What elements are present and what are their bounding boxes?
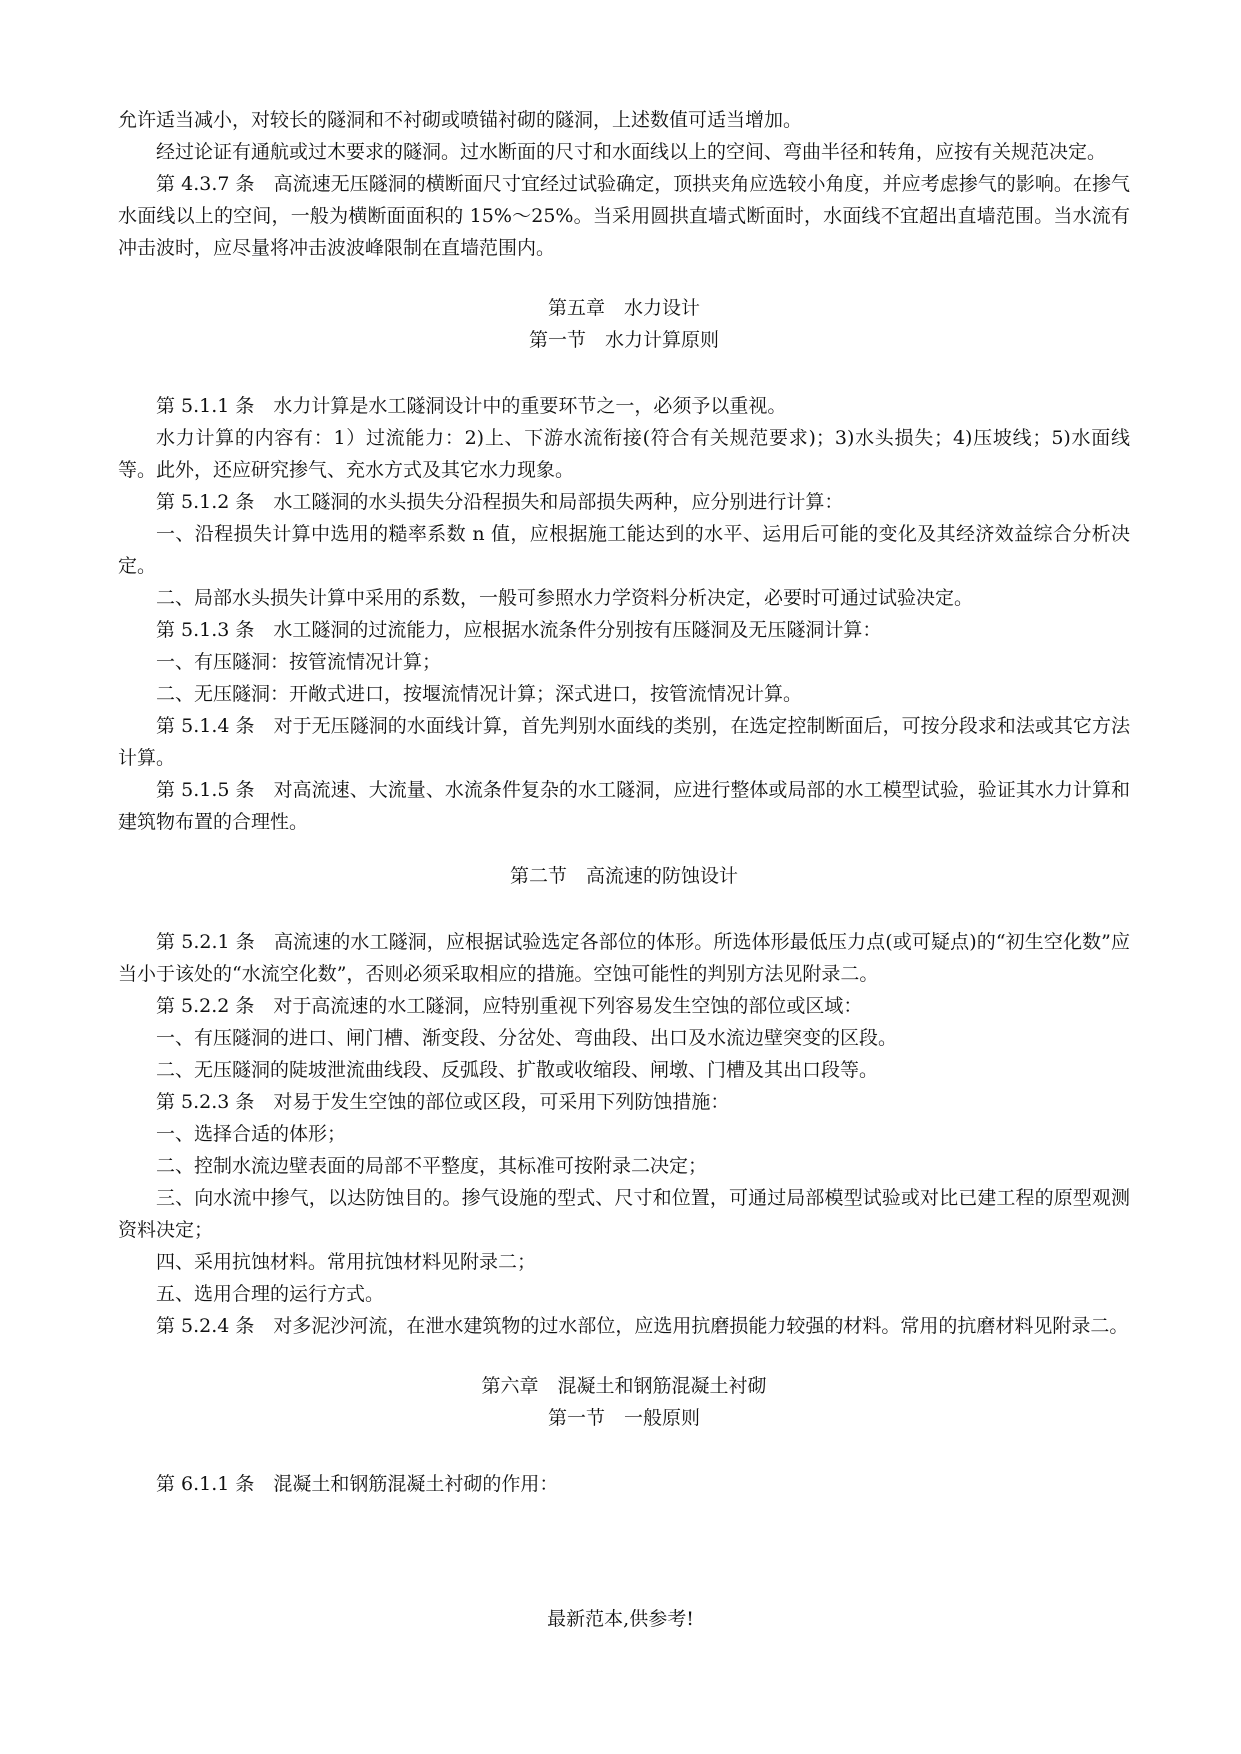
paragraph: 二、控制水流边壁表面的局部不平整度，其标准可按附录二决定； xyxy=(156,1155,708,1177)
paragraph: 二、无压隧洞的陡坡泄流曲线段、反弧段、扩散或收缩段、闸墩、门槽及其出口段等。 xyxy=(156,1059,879,1081)
document-body xyxy=(118,104,1130,1500)
page-footer: 最新范本,供参考! xyxy=(547,1608,694,1630)
paragraph: 第 4.3.7 条 高流速无压隧洞的横断面尺寸宜经过试验确定，顶拱夹角应选较小角度，并应考虑掺气的影响。在掺气水面线以上的空间，一般为横断面面积的 15%～25%。当采用圆拱直墙式断面时，水面线不宜超出直墙范围。当水流有冲击波时，应尽量将冲击波波峰限制在直墙范围内。 xyxy=(118,173,1130,259)
paragraph: 第 5.1.5 条 对高流速、大流量、水流条件复杂的水工隧洞，应进行整体或局部的水工模型试验，验证其水力计算和建筑物布置的合理性。 xyxy=(118,779,1130,833)
paragraph: 三、向水流中掺气，以达防蚀目的。掺气设施的型式、尺寸和位置，可通过局部模型试验或对比已建工程的原型观测资料决定； xyxy=(118,1187,1130,1241)
paragraph: 二、无压隧洞：开敞式进口，按堰流情况计算；深式进口，按管流情况计算。 xyxy=(156,683,803,705)
paragraph: 第 5.1.1 条 水力计算是水工隧洞设计中的重要环节之一，必须予以重视。 xyxy=(156,395,787,417)
chapter-heading: 第六章 混凝土和钢筋混凝土衬砌 xyxy=(481,1375,767,1397)
section-heading: 第一节 一般原则 xyxy=(547,1407,700,1429)
paragraph: 第 5.2.1 条 高流速的水工隧洞，应根据试验选定各部位的体形。所选体形最低压力点(或可疑点)的“初生空化数”应当小于该处的“水流空化数”，否则必须采取相应的措施。空蚀可能性的判别方法见附录二。 xyxy=(118,931,1130,985)
section-heading: 第一节 水力计算原则 xyxy=(528,329,719,351)
paragraph: 第 5.2.3 条 对易于发生空蚀的部位或区段，可采用下列防蚀措施： xyxy=(156,1091,730,1113)
chapter-heading: 第五章 水力设计 xyxy=(547,297,700,319)
paragraph: 水力计算的内容有：1）过流能力：2)上、下游水流衔接(符合有关规范要求)；3)水头损失；4)压坡线；5)水面线等。此外，还应研究掺气、充水方式及其它水力现象。 xyxy=(118,427,1130,481)
paragraph: 第 5.1.2 条 水工隧洞的水头损失分沿程损失和局部损失两种，应分别进行计算： xyxy=(156,491,844,513)
paragraph: 一、沿程损失计算中选用的糙率系数 n 值，应根据施工能达到的水平、运用后可能的变化及其经济效益综合分析决定。 xyxy=(118,523,1130,577)
paragraph: 第 6.1.1 条 混凝土和钢筋混凝土衬砌的作用： xyxy=(156,1473,559,1495)
paragraph: 第 5.1.3 条 水工隧洞的过流能力，应根据水流条件分别按有压隧洞及无压隧洞计算： xyxy=(156,619,882,641)
paragraph: 一、选择合适的体形； xyxy=(156,1123,347,1145)
paragraph: 第 5.1.4 条 对于无压隧洞的水面线计算，首先判别水面线的类别，在选定控制断面后，可按分段求和法或其它方法计算。 xyxy=(118,715,1130,769)
paragraph: 经过论证有通航或过木要求的隧洞。过水断面的尺寸和水面线以上的空间、弯曲半径和转角，应按有关规范决定。 xyxy=(156,141,1107,163)
paragraph: 允许适当减小，对较长的隧洞和不衬砌或喷锚衬砌的隧洞，上述数值可适当增加。 xyxy=(118,109,803,131)
section-heading: 第二节 高流速的防蚀设计 xyxy=(509,865,738,887)
paragraph: 四、采用抗蚀材料。常用抗蚀材料见附录二； xyxy=(156,1251,537,1273)
paragraph: 二、局部水头损失计算中采用的系数，一般可参照水力学资料分析决定，必要时可通过试验决定。 xyxy=(156,587,974,609)
paragraph: 一、有压隧洞的进口、闸门槽、渐变段、分岔处、弯曲段、出口及水流边壁突变的区段。 xyxy=(156,1027,898,1049)
paragraph: 一、有压隧洞：按管流情况计算； xyxy=(156,651,442,673)
paragraph: 第 5.2.4 条 对多泥沙河流，在泄水建筑物的过水部位，应选用抗磨损能力较强的材料。常用的抗磨材料见附录二。 xyxy=(156,1315,1129,1337)
paragraph: 第 5.2.2 条 对于高流速的水工隧洞，应特别重视下列容易发生空蚀的部位或区域： xyxy=(156,995,863,1017)
paragraph: 五、选用合理的运行方式。 xyxy=(156,1283,385,1305)
